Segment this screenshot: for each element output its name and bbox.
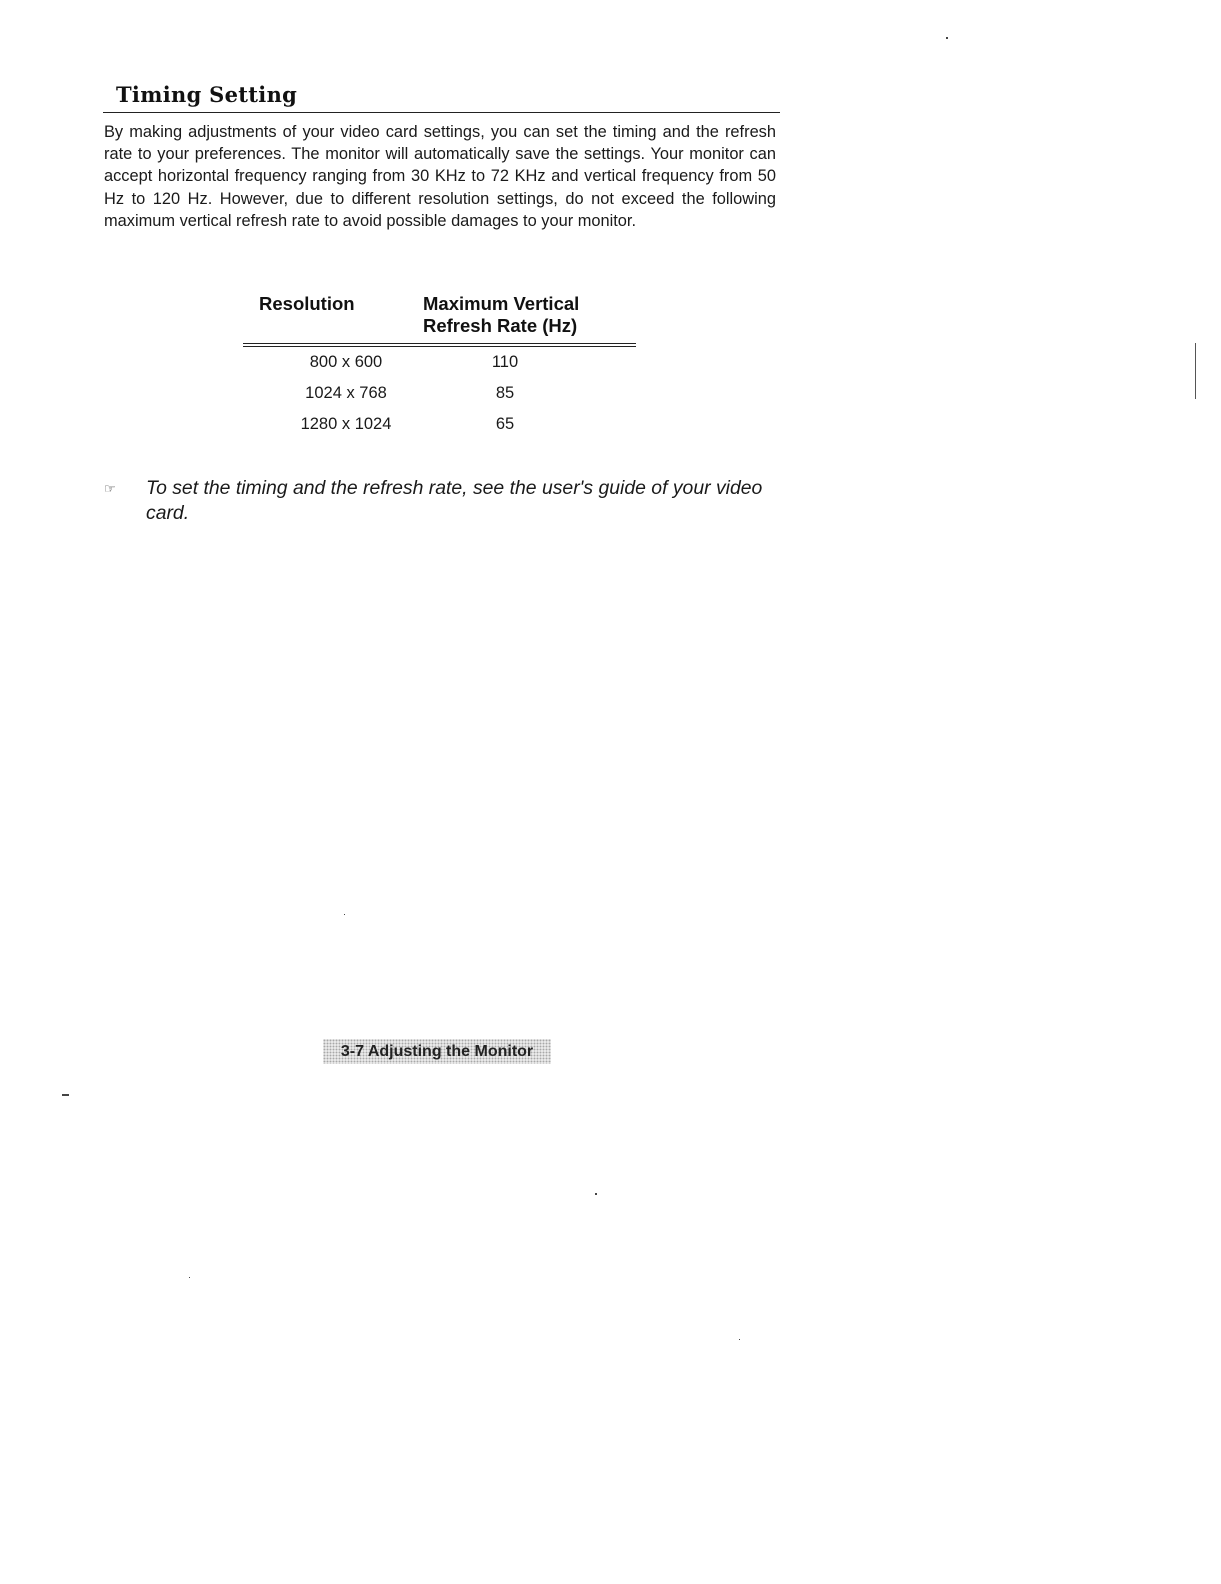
scan-speck <box>344 914 345 915</box>
table-row <box>243 378 636 409</box>
row-resolution: 800 x 600 <box>309 353 383 371</box>
header-refresh-rate <box>423 293 636 337</box>
section-body-text: By making adjustments of your video card settings, you can set the timing and the refresh rate to your preferences. The monitor will automatically save the settings. Your monitor can accept horizontal frequency ranging from 30 KHz to 72 KHz and vertical frequency from 50 Hz to 120 Hz. However, due to different resolution settings, do not exceed the following maximum vertical refresh rate to avoid possible damages to your monitor. <box>104 123 776 230</box>
scan-mark <box>1195 343 1196 399</box>
header-refresh-rate-line2: Refresh Rate (Hz) <box>423 315 578 336</box>
timing-table-header <box>243 293 636 343</box>
note <box>104 476 794 526</box>
table-row <box>243 347 636 378</box>
row-refresh-rate: 85 <box>495 384 515 402</box>
page-footer-label: 3-7 Adjusting the Monitor <box>323 1039 551 1064</box>
row-refresh-rate: 110 <box>491 353 519 371</box>
table-row <box>243 409 636 440</box>
scan-speck <box>946 37 948 39</box>
scan-speck <box>595 1193 597 1195</box>
row-refresh-rate: 65 <box>495 415 515 433</box>
scan-speck <box>189 1277 190 1278</box>
section-title: Timing Setting <box>116 82 298 107</box>
row-resolution: 1024 x 768 <box>305 384 387 402</box>
timing-table <box>243 293 636 440</box>
header-refresh-rate-line1: Maximum Vertical <box>423 293 580 314</box>
scan-speck <box>739 1339 740 1340</box>
pointing-hand-icon: ☞ <box>104 481 116 496</box>
header-resolution: Resolution <box>259 293 355 314</box>
scan-speck <box>62 1094 69 1096</box>
note-text: To set the timing and the refresh rate, see the user's guide of your video card. <box>146 477 763 524</box>
row-resolution: 1280 x 1024 <box>300 415 392 433</box>
title-underline <box>103 112 780 113</box>
